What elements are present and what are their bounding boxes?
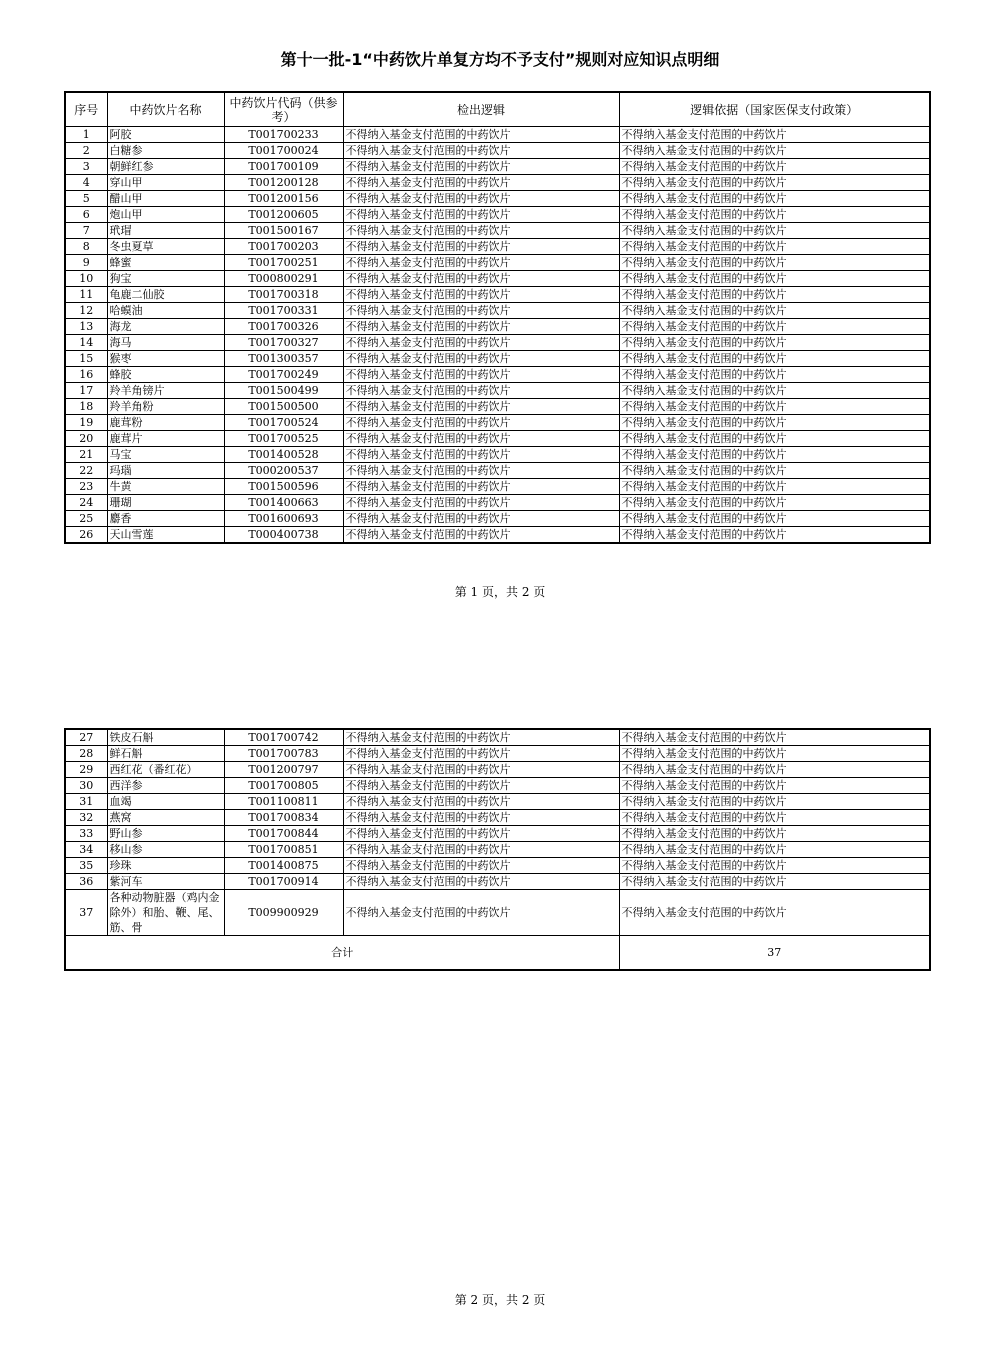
cell-logic: 不得纳入基金支付范围的中药饮片 [343,367,619,383]
header-seq: 序号 [65,92,107,127]
cell-basis: 不得纳入基金支付范围的中药饮片 [619,159,930,175]
cell-basis: 不得纳入基金支付范围的中药饮片 [619,367,930,383]
cell-code: T001700024 [224,143,343,159]
cell-code: T001500167 [224,223,343,239]
total-value: 37 [619,936,930,971]
cell-logic: 不得纳入基金支付范围的中药饮片 [343,271,619,287]
data-table-page-2 [64,728,931,971]
cell-logic: 不得纳入基金支付范围的中药饮片 [343,287,619,303]
table-row [65,447,930,463]
cell-logic: 不得纳入基金支付范围的中药饮片 [343,415,619,431]
cell-logic: 不得纳入基金支付范围的中药饮片 [343,447,619,463]
cell-basis: 不得纳入基金支付范围的中药饮片 [619,415,930,431]
cell-logic: 不得纳入基金支付范围的中药饮片 [343,399,619,415]
cell-name: 牛黄 [107,479,224,495]
cell-name: 炮山甲 [107,207,224,223]
cell-logic: 不得纳入基金支付范围的中药饮片 [343,175,619,191]
table-row [65,729,930,746]
page-footer-2: 第 2 页，共 2 页 [454,1293,546,1307]
cell-name: 鹿茸粉 [107,415,224,431]
table-row [65,383,930,399]
cell-name: 蜂胶 [107,367,224,383]
table-row [65,431,930,447]
cell-basis: 不得纳入基金支付范围的中药饮片 [619,729,930,746]
cell-seq: 37 [65,890,107,936]
cell-code: T001400663 [224,495,343,511]
table-row [65,746,930,762]
table-row [65,319,930,335]
table-row [65,527,930,544]
cell-seq: 31 [65,794,107,810]
cell-logic: 不得纳入基金支付范围的中药饮片 [343,463,619,479]
cell-seq: 17 [65,383,107,399]
cell-basis: 不得纳入基金支付范围的中药饮片 [619,794,930,810]
table-row [65,874,930,890]
cell-seq: 13 [65,319,107,335]
cell-code: T001400528 [224,447,343,463]
cell-seq: 23 [65,479,107,495]
cell-name: 海马 [107,335,224,351]
cell-basis: 不得纳入基金支付范围的中药饮片 [619,223,930,239]
cell-name: 猴枣 [107,351,224,367]
cell-seq: 15 [65,351,107,367]
cell-name: 龟鹿二仙胶 [107,287,224,303]
cell-basis: 不得纳入基金支付范围的中药饮片 [619,826,930,842]
cell-logic: 不得纳入基金支付范围的中药饮片 [343,762,619,778]
cell-code: T001700251 [224,255,343,271]
cell-name: 鲜石斛 [107,746,224,762]
cell-logic: 不得纳入基金支付范围的中药饮片 [343,495,619,511]
cell-seq: 32 [65,810,107,826]
table-row [65,399,930,415]
table-row [65,287,930,303]
table-row [65,127,930,143]
cell-seq: 6 [65,207,107,223]
cell-basis: 不得纳入基金支付范围的中药饮片 [619,399,930,415]
cell-basis: 不得纳入基金支付范围的中药饮片 [619,874,930,890]
cell-logic: 不得纳入基金支付范围的中药饮片 [343,890,619,936]
cell-code: T001700109 [224,159,343,175]
cell-name: 醋山甲 [107,191,224,207]
cell-code: T000400738 [224,527,343,544]
cell-basis: 不得纳入基金支付范围的中药饮片 [619,239,930,255]
cell-name: 羚羊角粉 [107,399,224,415]
table-row [65,858,930,874]
cell-seq: 10 [65,271,107,287]
table-row [65,794,930,810]
cell-basis: 不得纳入基金支付范围的中药饮片 [619,127,930,143]
cell-logic: 不得纳入基金支付范围的中药饮片 [343,303,619,319]
table-row [65,415,930,431]
cell-seq: 25 [65,511,107,527]
cell-seq: 21 [65,447,107,463]
cell-seq: 27 [65,729,107,746]
page-footer-1: 第 1 页，共 2 页 [454,585,546,599]
table-row [65,271,930,287]
cell-name: 羚羊角镑片 [107,383,224,399]
table-row [65,159,930,175]
cell-code: T001500500 [224,399,343,415]
cell-logic: 不得纳入基金支付范围的中药饮片 [343,794,619,810]
cell-seq: 3 [65,159,107,175]
cell-seq: 19 [65,415,107,431]
cell-seq: 1 [65,127,107,143]
cell-basis: 不得纳入基金支付范围的中药饮片 [619,383,930,399]
cell-seq: 2 [65,143,107,159]
cell-name: 鹿茸片 [107,431,224,447]
cell-code: T001700331 [224,303,343,319]
header-logic: 检出逻辑 [343,92,619,127]
table-row [65,495,930,511]
cell-basis: 不得纳入基金支付范围的中药饮片 [619,319,930,335]
cell-name: 各种动物脏器（鸡内金除外）和胎、鞭、尾、筋、骨 [107,890,224,936]
cell-seq: 11 [65,287,107,303]
cell-logic: 不得纳入基金支付范围的中药饮片 [343,143,619,159]
cell-name: 野山参 [107,826,224,842]
cell-logic: 不得纳入基金支付范围的中药饮片 [343,207,619,223]
cell-basis: 不得纳入基金支付范围的中药饮片 [619,778,930,794]
cell-code: T001700326 [224,319,343,335]
cell-logic: 不得纳入基金支付范围的中药饮片 [343,826,619,842]
cell-code: T001600693 [224,511,343,527]
cell-code: T001700914 [224,874,343,890]
cell-logic: 不得纳入基金支付范围的中药饮片 [343,746,619,762]
cell-basis: 不得纳入基金支付范围的中药饮片 [619,447,930,463]
table-row [65,842,930,858]
cell-code: T001700834 [224,810,343,826]
document-title: 第十一批-1“中药饮片单复方均不予支付”规则对应知识点明细 [280,50,720,69]
table-row [65,778,930,794]
cell-code: T001400875 [224,858,343,874]
cell-basis: 不得纳入基金支付范围的中药饮片 [619,479,930,495]
cell-code: T000800291 [224,271,343,287]
cell-code: T001700525 [224,431,343,447]
table-row [65,762,930,778]
cell-seq: 14 [65,335,107,351]
cell-name: 马宝 [107,447,224,463]
cell-code: T001700249 [224,367,343,383]
cell-logic: 不得纳入基金支付范围的中药饮片 [343,511,619,527]
table-row [65,335,930,351]
cell-basis: 不得纳入基金支付范围的中药饮片 [619,175,930,191]
total-label: 合计 [65,936,619,971]
cell-seq: 29 [65,762,107,778]
cell-seq: 8 [65,239,107,255]
cell-basis: 不得纳入基金支付范围的中药饮片 [619,858,930,874]
cell-name: 血竭 [107,794,224,810]
cell-name: 天山雪莲 [107,527,224,544]
total-row [65,936,930,971]
cell-code: T001700851 [224,842,343,858]
cell-logic: 不得纳入基金支付范围的中药饮片 [343,335,619,351]
cell-name: 海龙 [107,319,224,335]
cell-code: T001700318 [224,287,343,303]
cell-logic: 不得纳入基金支付范围的中药饮片 [343,255,619,271]
cell-name: 玳瑁 [107,223,224,239]
cell-code: T001200605 [224,207,343,223]
cell-basis: 不得纳入基金支付范围的中药饮片 [619,271,930,287]
cell-seq: 12 [65,303,107,319]
cell-code: T001700524 [224,415,343,431]
table-row [65,890,930,936]
table-row [65,143,930,159]
cell-code: T001500499 [224,383,343,399]
cell-name: 西洋参 [107,778,224,794]
cell-basis: 不得纳入基金支付范围的中药饮片 [619,463,930,479]
cell-basis: 不得纳入基金支付范围的中药饮片 [619,287,930,303]
cell-logic: 不得纳入基金支付范围的中药饮片 [343,874,619,890]
cell-logic: 不得纳入基金支付范围的中药饮片 [343,351,619,367]
cell-code: T001300357 [224,351,343,367]
cell-basis: 不得纳入基金支付范围的中药饮片 [619,527,930,544]
cell-seq: 9 [65,255,107,271]
cell-name: 冬虫夏草 [107,239,224,255]
table-row [65,826,930,842]
cell-logic: 不得纳入基金支付范围的中药饮片 [343,729,619,746]
cell-name: 玛瑙 [107,463,224,479]
cell-seq: 28 [65,746,107,762]
cell-code: T001700327 [224,335,343,351]
cell-code: T001200797 [224,762,343,778]
cell-seq: 24 [65,495,107,511]
cell-name: 朝鲜红参 [107,159,224,175]
cell-logic: 不得纳入基金支付范围的中药饮片 [343,239,619,255]
cell-logic: 不得纳入基金支付范围的中药饮片 [343,127,619,143]
header-name: 中药饮片名称 [107,92,224,127]
cell-seq: 26 [65,527,107,544]
cell-code: T001200128 [224,175,343,191]
cell-seq: 36 [65,874,107,890]
cell-code: T001100811 [224,794,343,810]
cell-basis: 不得纳入基金支付范围的中药饮片 [619,207,930,223]
table-row [65,810,930,826]
cell-name: 蜂蜜 [107,255,224,271]
cell-code: T001700844 [224,826,343,842]
cell-name: 铁皮石斛 [107,729,224,746]
cell-name: 移山参 [107,842,224,858]
cell-code: T001200156 [224,191,343,207]
table-row [65,479,930,495]
cell-basis: 不得纳入基金支付范围的中药饮片 [619,511,930,527]
cell-logic: 不得纳入基金支付范围的中药饮片 [343,191,619,207]
cell-seq: 18 [65,399,107,415]
cell-name: 紫河车 [107,874,224,890]
cell-logic: 不得纳入基金支付范围的中药饮片 [343,319,619,335]
cell-seq: 34 [65,842,107,858]
table-row [65,303,930,319]
cell-name: 白糖参 [107,143,224,159]
cell-seq: 35 [65,858,107,874]
header-code: 中药饮片代码（供参考） [224,92,343,127]
cell-basis: 不得纳入基金支付范围的中药饮片 [619,495,930,511]
cell-logic: 不得纳入基金支付范围的中药饮片 [343,159,619,175]
data-table-page-1 [64,91,931,544]
cell-logic: 不得纳入基金支付范围的中药饮片 [343,810,619,826]
cell-basis: 不得纳入基金支付范围的中药饮片 [619,335,930,351]
cell-seq: 5 [65,191,107,207]
cell-logic: 不得纳入基金支付范围的中药饮片 [343,431,619,447]
cell-logic: 不得纳入基金支付范围的中药饮片 [343,383,619,399]
table-header-row [65,92,930,127]
cell-basis: 不得纳入基金支付范围的中药饮片 [619,810,930,826]
cell-name: 西红花（番红花） [107,762,224,778]
cell-name: 哈蟆油 [107,303,224,319]
cell-code: T001500596 [224,479,343,495]
cell-basis: 不得纳入基金支付范围的中药饮片 [619,351,930,367]
table-row [65,255,930,271]
table-row [65,175,930,191]
cell-name: 阿胶 [107,127,224,143]
table-row [65,223,930,239]
cell-basis: 不得纳入基金支付范围的中药饮片 [619,842,930,858]
cell-name: 狗宝 [107,271,224,287]
header-basis: 逻辑依据（国家医保支付政策） [619,92,930,127]
cell-seq: 30 [65,778,107,794]
cell-seq: 33 [65,826,107,842]
cell-logic: 不得纳入基金支付范围的中药饮片 [343,479,619,495]
cell-logic: 不得纳入基金支付范围的中药饮片 [343,842,619,858]
table-row [65,191,930,207]
cell-code: T001700783 [224,746,343,762]
cell-name: 穿山甲 [107,175,224,191]
cell-logic: 不得纳入基金支付范围的中药饮片 [343,223,619,239]
cell-seq: 20 [65,431,107,447]
table-row [65,367,930,383]
cell-basis: 不得纳入基金支付范围的中药饮片 [619,303,930,319]
cell-basis: 不得纳入基金支付范围的中药饮片 [619,191,930,207]
cell-code: T001700742 [224,729,343,746]
cell-name: 麝香 [107,511,224,527]
cell-code: T009900929 [224,890,343,936]
cell-seq: 22 [65,463,107,479]
cell-seq: 7 [65,223,107,239]
table-row [65,511,930,527]
cell-logic: 不得纳入基金支付范围的中药饮片 [343,527,619,544]
table-row [65,239,930,255]
cell-seq: 16 [65,367,107,383]
table-row [65,207,930,223]
cell-name: 珍珠 [107,858,224,874]
cell-basis: 不得纳入基金支付范围的中药饮片 [619,255,930,271]
table-row [65,463,930,479]
cell-logic: 不得纳入基金支付范围的中药饮片 [343,858,619,874]
cell-seq: 4 [65,175,107,191]
cell-basis: 不得纳入基金支付范围的中药饮片 [619,890,930,936]
cell-logic: 不得纳入基金支付范围的中药饮片 [343,778,619,794]
cell-basis: 不得纳入基金支付范围的中药饮片 [619,762,930,778]
cell-code: T001700233 [224,127,343,143]
cell-name: 珊瑚 [107,495,224,511]
cell-code: T001700203 [224,239,343,255]
cell-basis: 不得纳入基金支付范围的中药饮片 [619,431,930,447]
cell-code: T001700805 [224,778,343,794]
cell-basis: 不得纳入基金支付范围的中药饮片 [619,746,930,762]
cell-name: 燕窝 [107,810,224,826]
table-row [65,351,930,367]
cell-code: T000200537 [224,463,343,479]
cell-basis: 不得纳入基金支付范围的中药饮片 [619,143,930,159]
